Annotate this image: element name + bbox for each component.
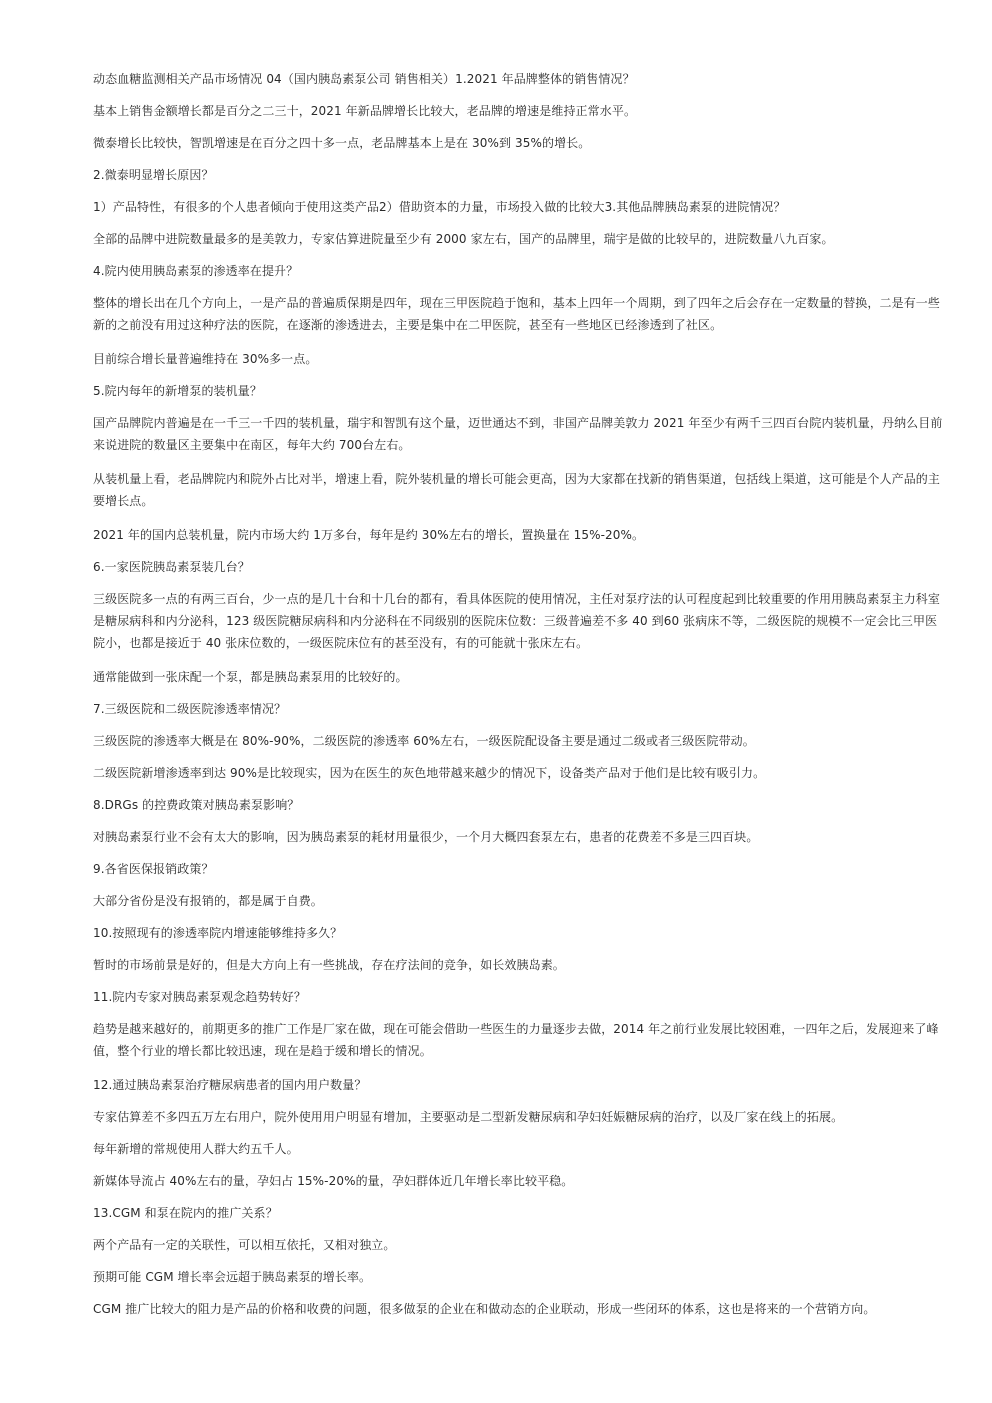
question-heading: 4.院内使用胰岛素泵的渗透率在提升？ [93,264,299,278]
question-heading: 2.微泰明显增长原因？ [93,168,214,182]
paragraph: 暂时的市场前景是好的，但是大方向上有一些挑战，存在疗法间的竞争，如长效胰岛素。 [93,958,565,972]
paragraph: 专家估算差不多四五万左右用户，院外使用用户明显有增加，主要驱动是二型新发糖尿病和孕妇妊娠糖尿病的治疗，以及厂家在线上的拓展。 [93,1110,844,1124]
question-heading: 6.一家医院胰岛素泵装几台？ [93,560,250,574]
paragraph: 从装机量上看，老品牌院内和院外占比对半，增速上看，院外装机量的增长可能会更高，因为大家都在找新的销售渠道，包括线上渠道，这可能是个人产品的主要增长点。 [93,472,941,508]
question-heading: 7.三级医院和二级医院渗透率情况？ [93,702,287,716]
paragraph: 趋势是越来越好的，前期更多的推广工作是厂家在做，现在可能会借助一些医生的力量逐步去做，2014 年之前行业发展比较困难，一四年之后，发展迎来了峰值，整个行业的增长都比较迅速，现在是趋于缓和增长的情况。 [93,1022,939,1058]
paragraph: 二级医院新增渗透率到达 90%是比较现实，因为在医生的灰色地带越来越少的情况下，设备类产品对于他们是比较有吸引力。 [93,766,766,780]
paragraph: 整体的增长出在几个方向上，一是产品的普遍质保期是四年，现在三甲医院趋于饱和，基本上四年一个周期，到了四年之后会存在一定数量的替换，二是有一些新的之前没有用过这种疗法的医院，在逐渐的渗透进去，主要是集中在二甲医院，甚至有一些地区已经渗透到了社区。 [93,296,941,332]
question-heading: 8.DRGs 的控费政策对胰岛素泵影响？ [93,798,300,812]
paragraph: 新媒体导流占 40%左右的量，孕妇占 15%-20%的量，孕妇群体近几年增长率比较平稳。 [93,1174,574,1188]
paragraph: 每年新增的常规使用人群大约五千人。 [93,1142,299,1156]
paragraph: 2021 年的国内总装机量，院内市场大约 1万多台，每年是约 30%左右的增长，置换量在 15%-20%。 [93,528,645,542]
question-heading: 11.院内专家对胰岛素泵观念趋势转好？ [93,990,306,1004]
question-heading: 12.通过胰岛素泵治疗糖尿病患者的国内用户数量？ [93,1078,367,1092]
paragraph: 预期可能 CGM 增长率会远超于胰岛素泵的增长率。 [93,1270,372,1284]
question-heading: 9.各省医保报销政策？ [93,862,214,876]
paragraph: 对胰岛素泵行业不会有太大的影响，因为胰岛素泵的耗材用量很少，一个月大概四套泵左右，患者的花费差不多是三四百块。 [93,830,759,844]
paragraph-title: 动态血糖监测相关产品市场情况 04（国内胰岛素泵公司 销售相关）1.2021 年品牌整体的销售情况？ [93,72,635,86]
paragraph: 通常能做到一张床配一个泵，都是胰岛素泵用的比较好的。 [93,670,408,684]
paragraph: 1）产品特性，有很多的个人患者倾向于使用这类产品2）借助资本的力量，市场投入做的比较大3.其他品牌胰岛素泵的进院情况？ [93,200,786,214]
paragraph: 两个产品有一定的关联性，可以相互依托，又相对独立。 [93,1238,396,1252]
question-heading: 10.按照现有的渗透率院内增速能够维持多久？ [93,926,343,940]
question-heading: 5.院内每年的新增泵的装机量？ [93,384,262,398]
paragraph: 基本上销售金额增长都是百分之二三十，2021 年新品牌增长比较大，老品牌的增速是维持正常水平。 [93,104,637,118]
paragraph: 国产品牌院内普遍是在一千三一千四的装机量，瑞宇和智凯有这个量，迈世通达不到，非国产品牌美敦力 2021 年至少有两千三四百台院内装机量，丹纳么目前来说进院的数量区主要集中在南区，每年大约 700台左右。 [93,416,943,452]
paragraph: 三级医院多一点的有两三百台，少一点的是几十台和十几台的都有，看具体医院的使用情况，主任对泵疗法的认可程度起到比较重要的作用用胰岛素泵主力科室是糖尿病科和内分泌科，123 级医院糖尿病科和内分泌科在不同级别的医院床位数：三级普遍差不多 40 到60 张病床不等，二级医院的规模不一定会比三甲医院小，也都是接近于 40 张床位数的，一级医院床位有的甚至没有，有的可能就十张床左右。 [93,592,941,650]
paragraph: 目前综合增长量普遍维持在 30%多一点。 [93,352,318,366]
paragraph: 微泰增长比较快，智凯增速是在百分之四十多一点，老品牌基本上是在 30%到 35%的增长。 [93,136,591,150]
paragraph: 大部分省份是没有报销的，都是属于自费。 [93,894,323,908]
paragraph: 全部的品牌中进院数量最多的是美敦力，专家估算进院量至少有 2000 家左右，国产的品牌里，瑞宇是做的比较早的，进院数量八九百家。 [93,232,834,246]
paragraph: CGM 推广比较大的阻力是产品的价格和收费的问题，很多做泵的企业在和做动态的企业联动，形成一些闭环的体系，这也是将来的一个营销方向。 [93,1302,876,1316]
paragraph: 三级医院的渗透率大概是在 80%-90%，二级医院的渗透率 60%左右，一级医院配设备主要是通过二级或者三级医院带动。 [93,734,755,748]
question-heading: 13.CGM 和泵在院内的推广关系？ [93,1206,278,1220]
